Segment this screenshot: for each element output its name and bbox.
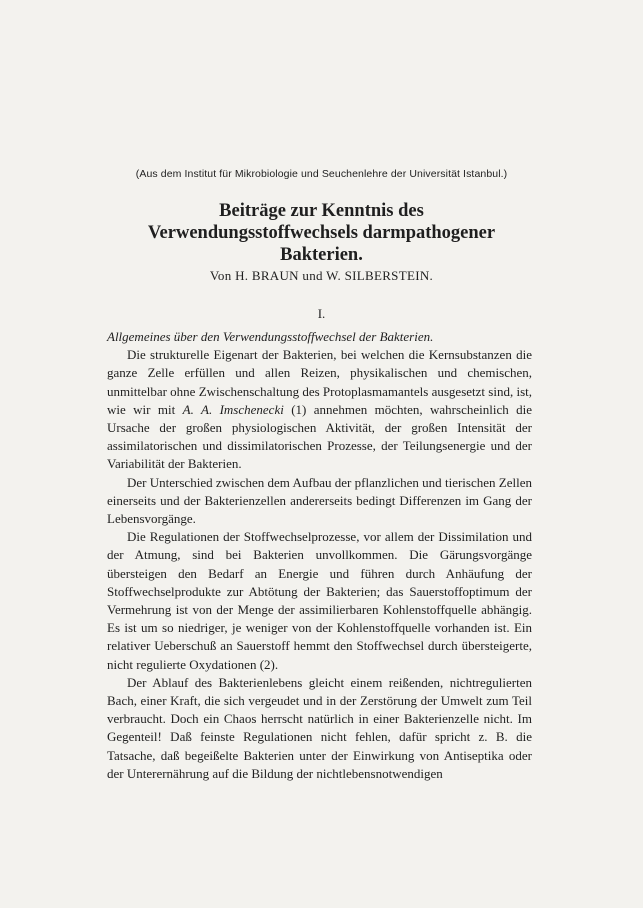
- paragraph: [107, 346, 532, 473]
- paragraph: Die Regulationen der Stoffwechselprozesse, vor allem der Dissimilation und der Atmung, sind bei Bakterien unvollkommen. Die Gärungsvorgänge übersteigen den Bedarf an Energie und führen durch Anhäufung der Stoffwechselprodukte zur Abtötung der Bakterien; das Sauerstoffoptimum der Vermehrung ist von der Menge der assimilierbaren Kohlenstoffquelle abhängig. Es ist um so niedriger, je weniger von der Kohlenstoffquelle vorhanden ist. Ein relativer Ueberschuß an Sauerstoff hemmt den Stoffwechsel durch übersteigerte, nicht regulierte Oxydationen (2).: [107, 529, 532, 672]
- title-line: Bakterien.: [280, 245, 363, 265]
- article-title: [0, 200, 643, 266]
- section-heading: Allgemeines über den Verwendungsstoffwechsel der Bakterien.: [107, 329, 434, 344]
- paragraph: Der Ablauf des Bakterienlebens gleicht einem reißenden, nichtregulierten Bach, einer Kraft, die sich vergeudet und in der Zerstörung der Umwelt zum Teil verbraucht. Doch ein Chaos herrscht natürlich in einer Bakterienzelle nicht. Im Gegenteil! Daß feinste Regulationen nicht fehlen, dafür spricht z. B. die Tatsache, daß begeißelte Bakterien unter der Einwirkung von Antiseptika oder der Unterernährung auf die Bildung der nichtlebensnotwendigen: [107, 674, 532, 781]
- institute-line: (Aus dem Institut für Mikrobiologie und Seuchenlehre der Universität Istanbul.): [135, 168, 508, 180]
- title-line: Verwendungsstoffwechsels darmpathogener: [147, 223, 496, 243]
- section-number: I.: [317, 306, 326, 321]
- title-line: Beiträge zur Kenntnis des: [219, 201, 424, 221]
- cited-author: A. A. Imschenecki: [182, 401, 284, 417]
- paragraph-text: Die strukturelle Eigenart der Bakterien, bei welchen die Kernsubstanzen die ganze Zelle erfüllen und allen Reizen, physikalischen und chemischen, unmittelbar ohne Zwischenschaltung des Protoplasmamantels ausgesetzt sind, ist, wie wir mit: [107, 347, 532, 417]
- body-text: [107, 328, 532, 783]
- authors-line: Von H. BRAUN und W. SILBERSTEIN.: [209, 268, 434, 283]
- paragraph: Der Unterschied zwischen dem Aufbau der pflanzlichen und tierischen Zellen einerseits und der Bakterienzellen andererseits bedingt Differenzen im Gang der Lebensvorgänge.: [107, 474, 532, 527]
- paragraph-text: (1) annehmen möchten, wahrscheinlich die Ursache der großen physiologischen Aktivität, der großen Intensität der assimilatorischen und dissimilatorischen Prozesse, der Teilungsenergie und der Variabilität der Bakterien.: [107, 401, 532, 472]
